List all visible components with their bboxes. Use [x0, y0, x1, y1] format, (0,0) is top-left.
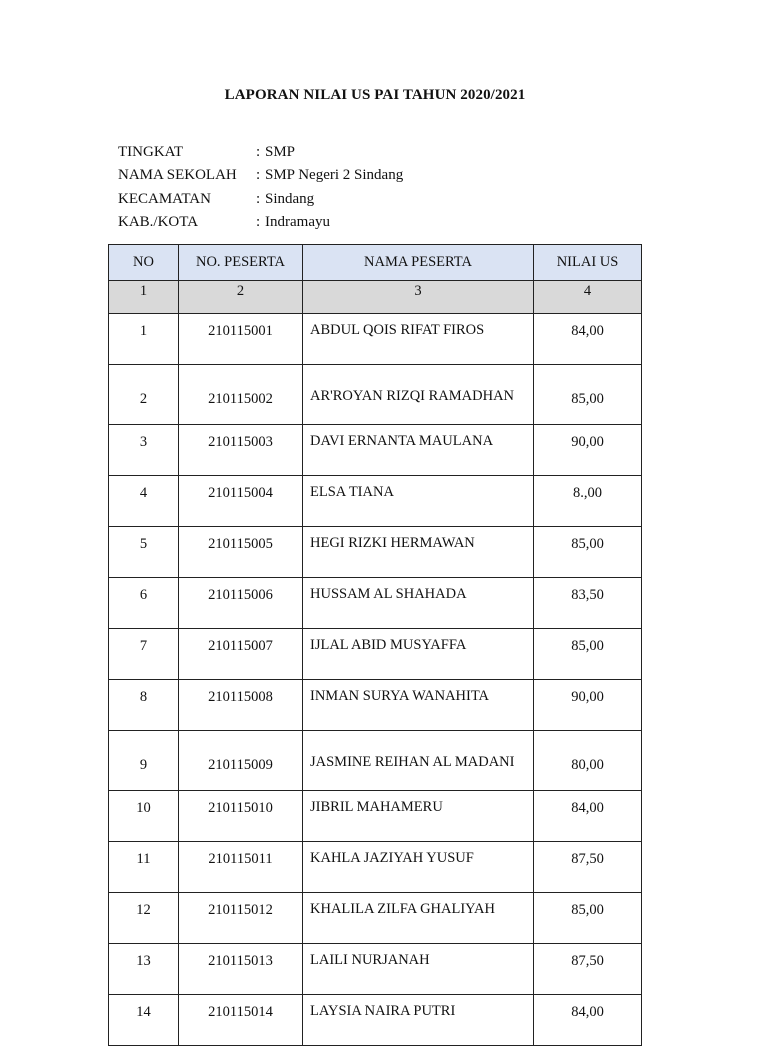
cell-nilai-us: 84,00	[534, 791, 642, 842]
column-number: 4	[534, 281, 642, 314]
header-no: NO	[109, 245, 179, 281]
cell-nilai-us: 84,00	[534, 995, 642, 1046]
cell-no: 8	[109, 680, 179, 731]
school-info	[118, 141, 403, 234]
info-separator: :	[256, 167, 261, 184]
cell-no-peserta: 210115004	[179, 476, 303, 527]
info-value: Sindang	[265, 190, 315, 207]
cell-nilai-us: 87,50	[534, 842, 642, 893]
info-value: SMP Negeri 2 Sindang	[265, 167, 404, 184]
table-header-row	[109, 245, 642, 281]
cell-nama-peserta: DAVI ERNANTA MAULANA	[303, 425, 534, 476]
cell-nama-peserta: LAYSIA NAIRA PUTRI	[303, 995, 534, 1046]
table-row	[109, 731, 642, 791]
cell-no: 9	[109, 731, 179, 791]
table-row	[109, 893, 642, 944]
cell-no: 13	[109, 944, 179, 995]
column-number: 1	[109, 281, 179, 314]
cell-no-peserta: 210115013	[179, 944, 303, 995]
cell-no: 12	[109, 893, 179, 944]
table-row	[109, 425, 642, 476]
cell-nilai-us: 90,00	[534, 425, 642, 476]
cell-no: 5	[109, 527, 179, 578]
cell-no: 14	[109, 995, 179, 1046]
cell-nilai-us: 84,00	[534, 314, 642, 365]
cell-no-peserta: 210115011	[179, 842, 303, 893]
table-row	[109, 791, 642, 842]
cell-nama-peserta: ELSA TIANA	[303, 476, 534, 527]
grades-table	[108, 244, 642, 1046]
info-label: KECAMATAN	[118, 190, 211, 207]
cell-nama-peserta: IJLAL ABID MUSYAFFA	[303, 629, 534, 680]
column-number: 3	[303, 281, 534, 314]
cell-nama-peserta: AR'ROYAN RIZQI RAMADHAN	[303, 365, 534, 425]
info-row-kab-kota	[118, 211, 403, 234]
info-row-tingkat	[118, 141, 403, 164]
table-row	[109, 629, 642, 680]
cell-no-peserta: 210115008	[179, 680, 303, 731]
cell-no-peserta: 210115002	[179, 365, 303, 425]
cell-nilai-us: 90,00	[534, 680, 642, 731]
cell-no-peserta: 210115001	[179, 314, 303, 365]
cell-no-peserta: 210115006	[179, 578, 303, 629]
column-number: 2	[179, 281, 303, 314]
info-label: KAB./KOTA	[118, 214, 199, 231]
cell-no-peserta: 210115010	[179, 791, 303, 842]
cell-nama-peserta: JIBRIL MAHAMERU	[303, 791, 534, 842]
cell-nama-peserta: KHALILA ZILFA GHALIYAH	[303, 893, 534, 944]
cell-nilai-us: 85,00	[534, 629, 642, 680]
cell-no: 10	[109, 791, 179, 842]
cell-nilai-us: 85,00	[534, 893, 642, 944]
table-row	[109, 842, 642, 893]
cell-no: 1	[109, 314, 179, 365]
report-title: LAPORAN NILAI US PAI TAHUN 2020/2021	[224, 87, 526, 103]
cell-no: 7	[109, 629, 179, 680]
info-separator: :	[256, 190, 261, 207]
cell-no-peserta: 210115012	[179, 893, 303, 944]
table-row	[109, 680, 642, 731]
cell-no-peserta: 210115009	[179, 731, 303, 791]
info-value: Indramayu	[265, 214, 330, 231]
info-row-nama-sekolah	[118, 164, 403, 187]
cell-no: 6	[109, 578, 179, 629]
table-row	[109, 527, 642, 578]
table-row	[109, 365, 642, 425]
table-row	[109, 944, 642, 995]
cell-nama-peserta: HEGI RIZKI HERMAWAN	[303, 527, 534, 578]
cell-no: 3	[109, 425, 179, 476]
column-number-row	[109, 281, 642, 314]
header-nilai-us: NILAI US	[534, 245, 642, 281]
cell-nilai-us: 85,00	[534, 527, 642, 578]
info-value: SMP	[265, 144, 296, 161]
info-separator: :	[256, 214, 261, 231]
cell-nama-peserta: JASMINE REIHAN AL MADANI	[303, 731, 534, 791]
header-no-peserta: NO. PESERTA	[179, 245, 303, 281]
cell-nilai-us: 85,00	[534, 365, 642, 425]
cell-no: 11	[109, 842, 179, 893]
cell-nilai-us: 83,50	[534, 578, 642, 629]
cell-nilai-us: 87,50	[534, 944, 642, 995]
cell-no: 4	[109, 476, 179, 527]
table-row	[109, 476, 642, 527]
info-separator: :	[256, 144, 261, 161]
table-row	[109, 578, 642, 629]
cell-no-peserta: 210115005	[179, 527, 303, 578]
info-label: TINGKAT	[118, 144, 183, 161]
cell-nilai-us: 80,00	[534, 731, 642, 791]
cell-nama-peserta: INMAN SURYA WANAHITA	[303, 680, 534, 731]
cell-nilai-us: 8.,00	[534, 476, 642, 527]
table-row	[109, 314, 642, 365]
cell-no-peserta: 210115003	[179, 425, 303, 476]
cell-no-peserta: 210115007	[179, 629, 303, 680]
cell-no-peserta: 210115014	[179, 995, 303, 1046]
cell-no: 2	[109, 365, 179, 425]
cell-nama-peserta: HUSSAM AL SHAHADA	[303, 578, 534, 629]
info-row-kecamatan	[118, 188, 403, 211]
info-label: NAMA SEKOLAH	[118, 167, 237, 184]
cell-nama-peserta: ABDUL QOIS RIFAT FIROS	[303, 314, 534, 365]
cell-nama-peserta: LAILI NURJANAH	[303, 944, 534, 995]
header-nama-peserta: NAMA PESERTA	[303, 245, 534, 281]
table-row	[109, 995, 642, 1046]
cell-nama-peserta: KAHLA JAZIYAH YUSUF	[303, 842, 534, 893]
